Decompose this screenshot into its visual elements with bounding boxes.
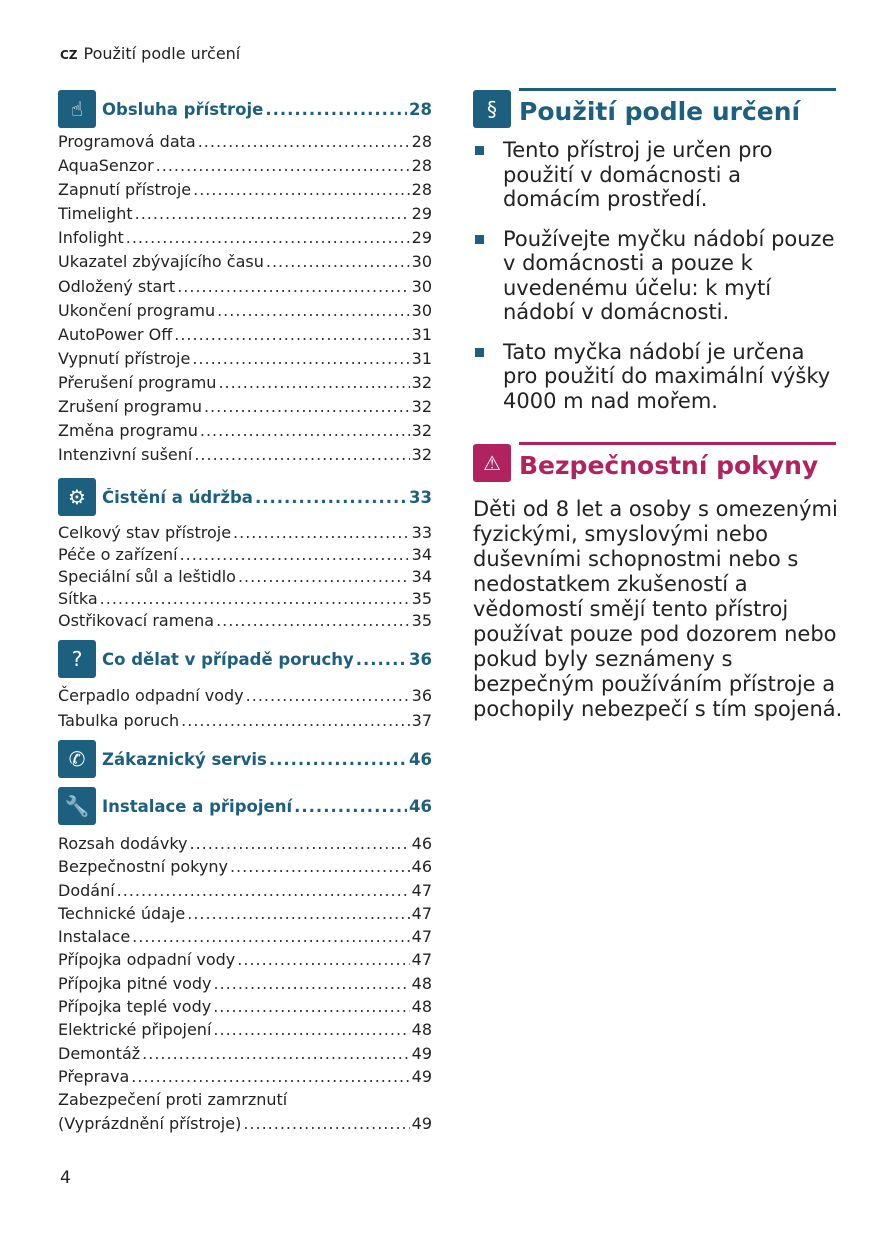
dot-leader [294, 797, 407, 816]
toc-entry[interactable] [58, 972, 432, 995]
header-title: Použití podle určení [83, 44, 241, 63]
toc-entry-label: Péče o zařízení [58, 545, 178, 564]
list-item [475, 227, 835, 325]
toc-entry-label: Ukazatel zbývajícího času [58, 252, 264, 272]
dot-leader [181, 709, 409, 734]
dot-leader [156, 154, 410, 178]
toc-entry-label: Infolight [58, 228, 124, 248]
toc-entry-label: Bezpečnostní pokyny [58, 857, 228, 877]
dot-leader [230, 855, 410, 878]
toc-entry[interactable] [58, 1112, 432, 1135]
dot-leader [218, 371, 409, 395]
toc-section-heading[interactable] [58, 478, 432, 516]
bullet-icon [475, 146, 484, 155]
phone-icon: ✆ [58, 740, 96, 778]
toc-entry-label: Čerpadlo odpadní vody [58, 686, 244, 705]
toc-page: 28 [409, 99, 432, 119]
toc-entry-label: AquaSenzor [58, 156, 154, 176]
dot-leader [117, 879, 410, 902]
toc-section-title: Čistění a údržba [102, 487, 253, 507]
toc-entry[interactable] [58, 566, 432, 588]
toc-section-title: Co dělat v případě poruchy [102, 649, 354, 669]
toc-entry[interactable] [58, 154, 432, 178]
toc-entry-label: Speciální sůl a leštidlo [58, 567, 236, 586]
toc-entry[interactable] [58, 130, 432, 154]
toc-entry[interactable] [58, 1042, 432, 1065]
dot-leader [356, 650, 407, 669]
toc-page: 28 [411, 156, 432, 176]
dot-leader [213, 1018, 409, 1041]
toc-entry-label: Přerušení programu [58, 372, 217, 392]
toc-page: 36 [409, 649, 432, 669]
toc-entry[interactable] [58, 299, 432, 323]
toc-entry-label: Zabezpečení proti zamrznutí [58, 1090, 288, 1110]
toc-section [58, 478, 432, 632]
toc-page: 31 [411, 324, 432, 344]
dot-leader [265, 100, 407, 119]
toc-page: 35 [411, 589, 432, 608]
dot-leader [213, 972, 409, 995]
toc-page: 47 [411, 950, 432, 970]
toc-entry[interactable] [58, 323, 432, 347]
running-header [60, 44, 240, 63]
question-icon: ? [58, 640, 96, 678]
toc-entry-label: Zapnutí přístroje [58, 180, 192, 200]
toc-entry[interactable] [58, 1065, 432, 1088]
toc-page: 33 [409, 487, 432, 507]
dot-leader [213, 995, 409, 1018]
paragraph-hand-icon: § [473, 90, 511, 128]
toc-entry[interactable] [58, 1088, 432, 1111]
toc-section [58, 787, 432, 1135]
toc-entry[interactable] [58, 419, 432, 443]
safety-heading [473, 444, 836, 482]
dot-leader [269, 750, 407, 769]
safety-text: Děti od 8 let a osoby s omezenými fyzickými, smyslovými nebo duševními schopnostmi nebo s nedostatkem zkušeností a vědomostí smějí tento přístroj používat pouze pod dozorem nebo pokud byly seznámeny s bezpečným používáním přístroje a pochopily nebezpečí s tím spojená. [473, 497, 843, 721]
toc-entry-label: Instalace [58, 927, 131, 947]
dot-leader [200, 419, 410, 443]
toc-section [58, 640, 432, 733]
toc-page: 48 [411, 1020, 432, 1040]
dot-leader [255, 488, 407, 507]
toc-entry-label: (Vyprázdnění přístroje) [58, 1113, 242, 1133]
page-number: 4 [60, 1168, 71, 1188]
toc-entry[interactable] [58, 371, 432, 395]
toc-entry-label: Přípojka pitné vody [58, 973, 212, 993]
toc-page: 34 [411, 567, 432, 586]
toc-entry[interactable] [58, 879, 432, 902]
toc-entry-label: Elektrické připojení [58, 1020, 212, 1040]
toc-entry[interactable] [58, 855, 432, 878]
toc-page: 46 [411, 857, 432, 877]
toc-page: 32 [411, 445, 432, 465]
toc-page: 31 [411, 348, 432, 368]
dot-leader [233, 522, 410, 544]
dot-leader [177, 275, 409, 299]
toc-page: 49 [411, 1066, 432, 1086]
intended-use-heading [473, 90, 836, 128]
dot-leader [190, 832, 410, 855]
toc-entry-label: Demontáž [58, 1043, 141, 1063]
bullet-text: Používejte myčku nádobí pouze v domácnosti a pouze k uvedenému účelu: k mytí nádobí v domácnosti. [503, 226, 835, 324]
toc-entry-label: Přípojka teplé vody [58, 997, 212, 1017]
intended-use-list [475, 138, 835, 428]
toc-entry[interactable] [58, 684, 432, 709]
toc-entry-label: Přeprava [58, 1066, 130, 1086]
toc-entry-label: Ostřikovací ramena [58, 611, 215, 630]
toc-page: 47 [411, 903, 432, 923]
toc-entry-label: Zrušení programu [58, 397, 202, 417]
toc-page: 46 [409, 796, 432, 816]
toc-page: 29 [411, 228, 432, 248]
toc-section-heading[interactable] [58, 787, 432, 825]
toc-entry-label: Ukončení programu [58, 300, 216, 320]
toc-page: 47 [411, 927, 432, 947]
toc-entry-label: Programová data [58, 132, 196, 151]
toc-entry-label: Přípojka odpadní vody [58, 950, 236, 970]
wrench-icon: 🔧 [58, 787, 96, 825]
dot-leader [187, 902, 409, 925]
toc-section-title: Zákaznický servis [102, 749, 267, 769]
toc-entry[interactable] [58, 443, 432, 467]
bullet-text: Tato myčka nádobí je určena pro použití do maximální výšky 4000 m nad mořem. [503, 339, 831, 413]
toc-entry[interactable] [58, 948, 432, 971]
toc-page: 48 [411, 973, 432, 993]
toc-page: 32 [411, 372, 432, 392]
toc-entry[interactable] [58, 250, 432, 274]
toc-entry-label: Technické údaje [58, 903, 186, 923]
toc-section-heading[interactable] [58, 640, 432, 678]
heading-text: Použití podle určení [519, 96, 801, 126]
toc-entry-label: Rozsah dodávky [58, 834, 188, 853]
toc-section-title: Obsluha přístroje [102, 99, 264, 119]
toc-page: 35 [411, 611, 432, 630]
toc-entry[interactable] [58, 544, 432, 566]
dot-leader [135, 202, 410, 226]
dot-leader [126, 226, 410, 250]
toc-entry-label: Tabulka poruch [58, 710, 180, 730]
toc-section-heading[interactable] [58, 90, 432, 128]
toc-page: 37 [411, 710, 432, 730]
dot-leader [198, 130, 410, 154]
dot-leader [216, 610, 410, 632]
dot-leader [132, 925, 409, 948]
toc-page: 32 [411, 421, 432, 441]
dot-leader [243, 1112, 409, 1135]
toc-section [58, 90, 432, 467]
toc-entry-label: Celkový stav přístroje [58, 523, 232, 542]
toc-page: 48 [411, 997, 432, 1017]
toc-entry[interactable] [58, 395, 432, 419]
warning-triangle-icon: ⚠ [473, 444, 511, 482]
dot-leader [266, 250, 410, 274]
toc-entry-label: Vypnutí přístroje [58, 348, 191, 368]
dot-leader [142, 1042, 409, 1065]
dot-leader [180, 544, 410, 566]
toc-entry[interactable] [58, 610, 432, 632]
toc-entry[interactable] [58, 275, 432, 299]
toc-entry[interactable] [58, 925, 432, 948]
dot-leader [100, 588, 410, 610]
hand-operating-icon: ☝ [58, 90, 96, 128]
toc-page: 49 [411, 1043, 432, 1063]
dot-leader [237, 948, 409, 971]
toc-page: 30 [411, 252, 432, 272]
language-code: CZ [60, 48, 78, 62]
toc-page: 32 [411, 397, 432, 417]
toc-entry-label: Změna programu [58, 421, 198, 441]
dot-leader [246, 684, 410, 709]
toc-page: 28 [411, 132, 432, 151]
dot-leader [238, 566, 410, 588]
toc-entry-label: Timelight [58, 204, 133, 224]
dot-leader [131, 1065, 409, 1088]
toc-entry[interactable] [58, 202, 432, 226]
toc-entry[interactable] [58, 1018, 432, 1041]
toc-entry-label: AutoPower Off [58, 324, 173, 344]
toc-entry-label: Odložený start [58, 276, 176, 296]
toc-entry[interactable] [58, 178, 432, 202]
heading-text: Bezpečnostní pokyny [519, 450, 819, 480]
toc-entry[interactable] [58, 522, 432, 544]
toc-page: 30 [411, 276, 432, 296]
toc-page: 36 [411, 686, 432, 705]
toc-entry-label: Sítka [58, 589, 98, 608]
toc-page: 30 [411, 300, 432, 320]
toc-entry-label: Intenzivní sušení [58, 445, 193, 465]
list-item [475, 138, 835, 212]
toc-page: 47 [411, 880, 432, 900]
dot-leader [194, 443, 409, 467]
toc-entry[interactable] [58, 709, 432, 734]
dot-leader [217, 299, 410, 323]
toc-entry[interactable] [58, 995, 432, 1018]
toc-entry[interactable] [58, 832, 432, 855]
toc-section [58, 740, 432, 784]
dot-leader [174, 323, 409, 347]
toc-page: 29 [411, 204, 432, 224]
toc-page: 28 [411, 180, 432, 200]
toc-section-title: Instalace a připojení [102, 796, 293, 816]
toc-page: 46 [411, 834, 432, 853]
bullet-icon [475, 348, 484, 357]
bullet-icon [475, 235, 484, 244]
toc-page: 49 [411, 1113, 432, 1133]
dot-leader [192, 347, 409, 371]
toc-entry[interactable] [58, 588, 432, 610]
dot-leader [193, 178, 410, 202]
bullet-text: Tento přístroj je určen pro použití v domácnosti a domácím prostředí. [503, 138, 773, 211]
toc-section-heading[interactable] [58, 740, 432, 778]
toc-page: 34 [411, 545, 432, 564]
toc-entry-label: Dodání [58, 880, 115, 900]
toc-entry[interactable] [58, 902, 432, 925]
dot-leader [204, 395, 410, 419]
list-item [475, 340, 835, 414]
toc-page: 33 [411, 523, 432, 542]
toc-entry[interactable] [58, 347, 432, 371]
toc-entry[interactable] [58, 226, 432, 250]
toc-page: 46 [409, 749, 432, 769]
gears-icon: ⚙ [58, 478, 96, 516]
